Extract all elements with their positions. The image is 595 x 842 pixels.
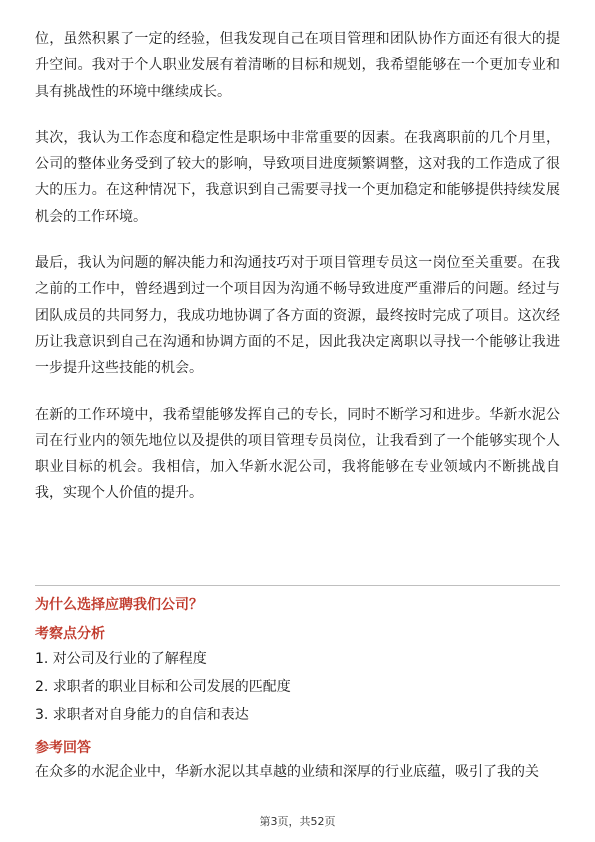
paragraph-4: 在新的工作环境中，我希望能够发挥自己的专长，同时不断学习和进步。华新水泥公司在行业内的领先地位以及提供的项目管理专员岗位，让我看到了一个能够实现个人职业目标的机会。我相信，加入华新水泥公司，我将能够在专业领域内不断挑战自我，实现个人价值的提升。 [35, 406, 560, 502]
paragraph-3: 最后，我认为问题的解决能力和沟通技巧对于项目管理专员这一岗位至关重要。在我之前的工作中，曾经遇到过一个项目因为沟通不畅导致进度严重滞后的问题。经过与团队成员的共同努力，我成功地协调了各方面的资源，最终按时完成了项目。这次经历让我意识到自己在沟通和协调方面的不足，因此我决定离职以寻找一个能够让我进一步提升这些技能的机会。 [35, 255, 560, 377]
list-item: 3. 求职者对自身能力的自信和表达 [35, 707, 249, 723]
analysis-heading: 考察点分析 [35, 626, 105, 642]
body-text [35, 26, 560, 507]
list-item: 1. 对公司及行业的了解程度 [35, 651, 207, 667]
reference-answer: 在众多的水泥企业中，华新水泥以其卓越的业绩和深厚的行业底蕴，吸引了我的关 [35, 764, 539, 780]
question-section [35, 592, 560, 785]
paragraph-2: 其次，我认为工作态度和稳定性是职场中非常重要的因素。在我离职前的几个月里，公司的整体业务受到了较大的影响，导致项目进度频繁调整，这对我的工作造成了很大的压力。在这种情况下，我意识到自己需要寻找一个更加稳定和能够提供持续发展机会的工作环境。 [35, 129, 560, 225]
reference-heading: 参考回答 [35, 740, 91, 756]
paragraph-1: 位，虽然积累了一定的经验，但我发现自己在项目管理和团队协作方面还有很大的提升空间。我对于个人职业发展有着清晰的目标和规划，我希望能够在一个更加专业和具有挑战性的环境中继续成长。 [35, 31, 560, 100]
analysis-list [35, 645, 560, 729]
question-title: 为什么选择应聘我们公司？ [35, 597, 203, 613]
page-number: 第3页，共52页 [259, 815, 336, 828]
section-divider [35, 585, 560, 586]
list-item: 2. 求职者的职业目标和公司发展的匹配度 [35, 679, 291, 695]
